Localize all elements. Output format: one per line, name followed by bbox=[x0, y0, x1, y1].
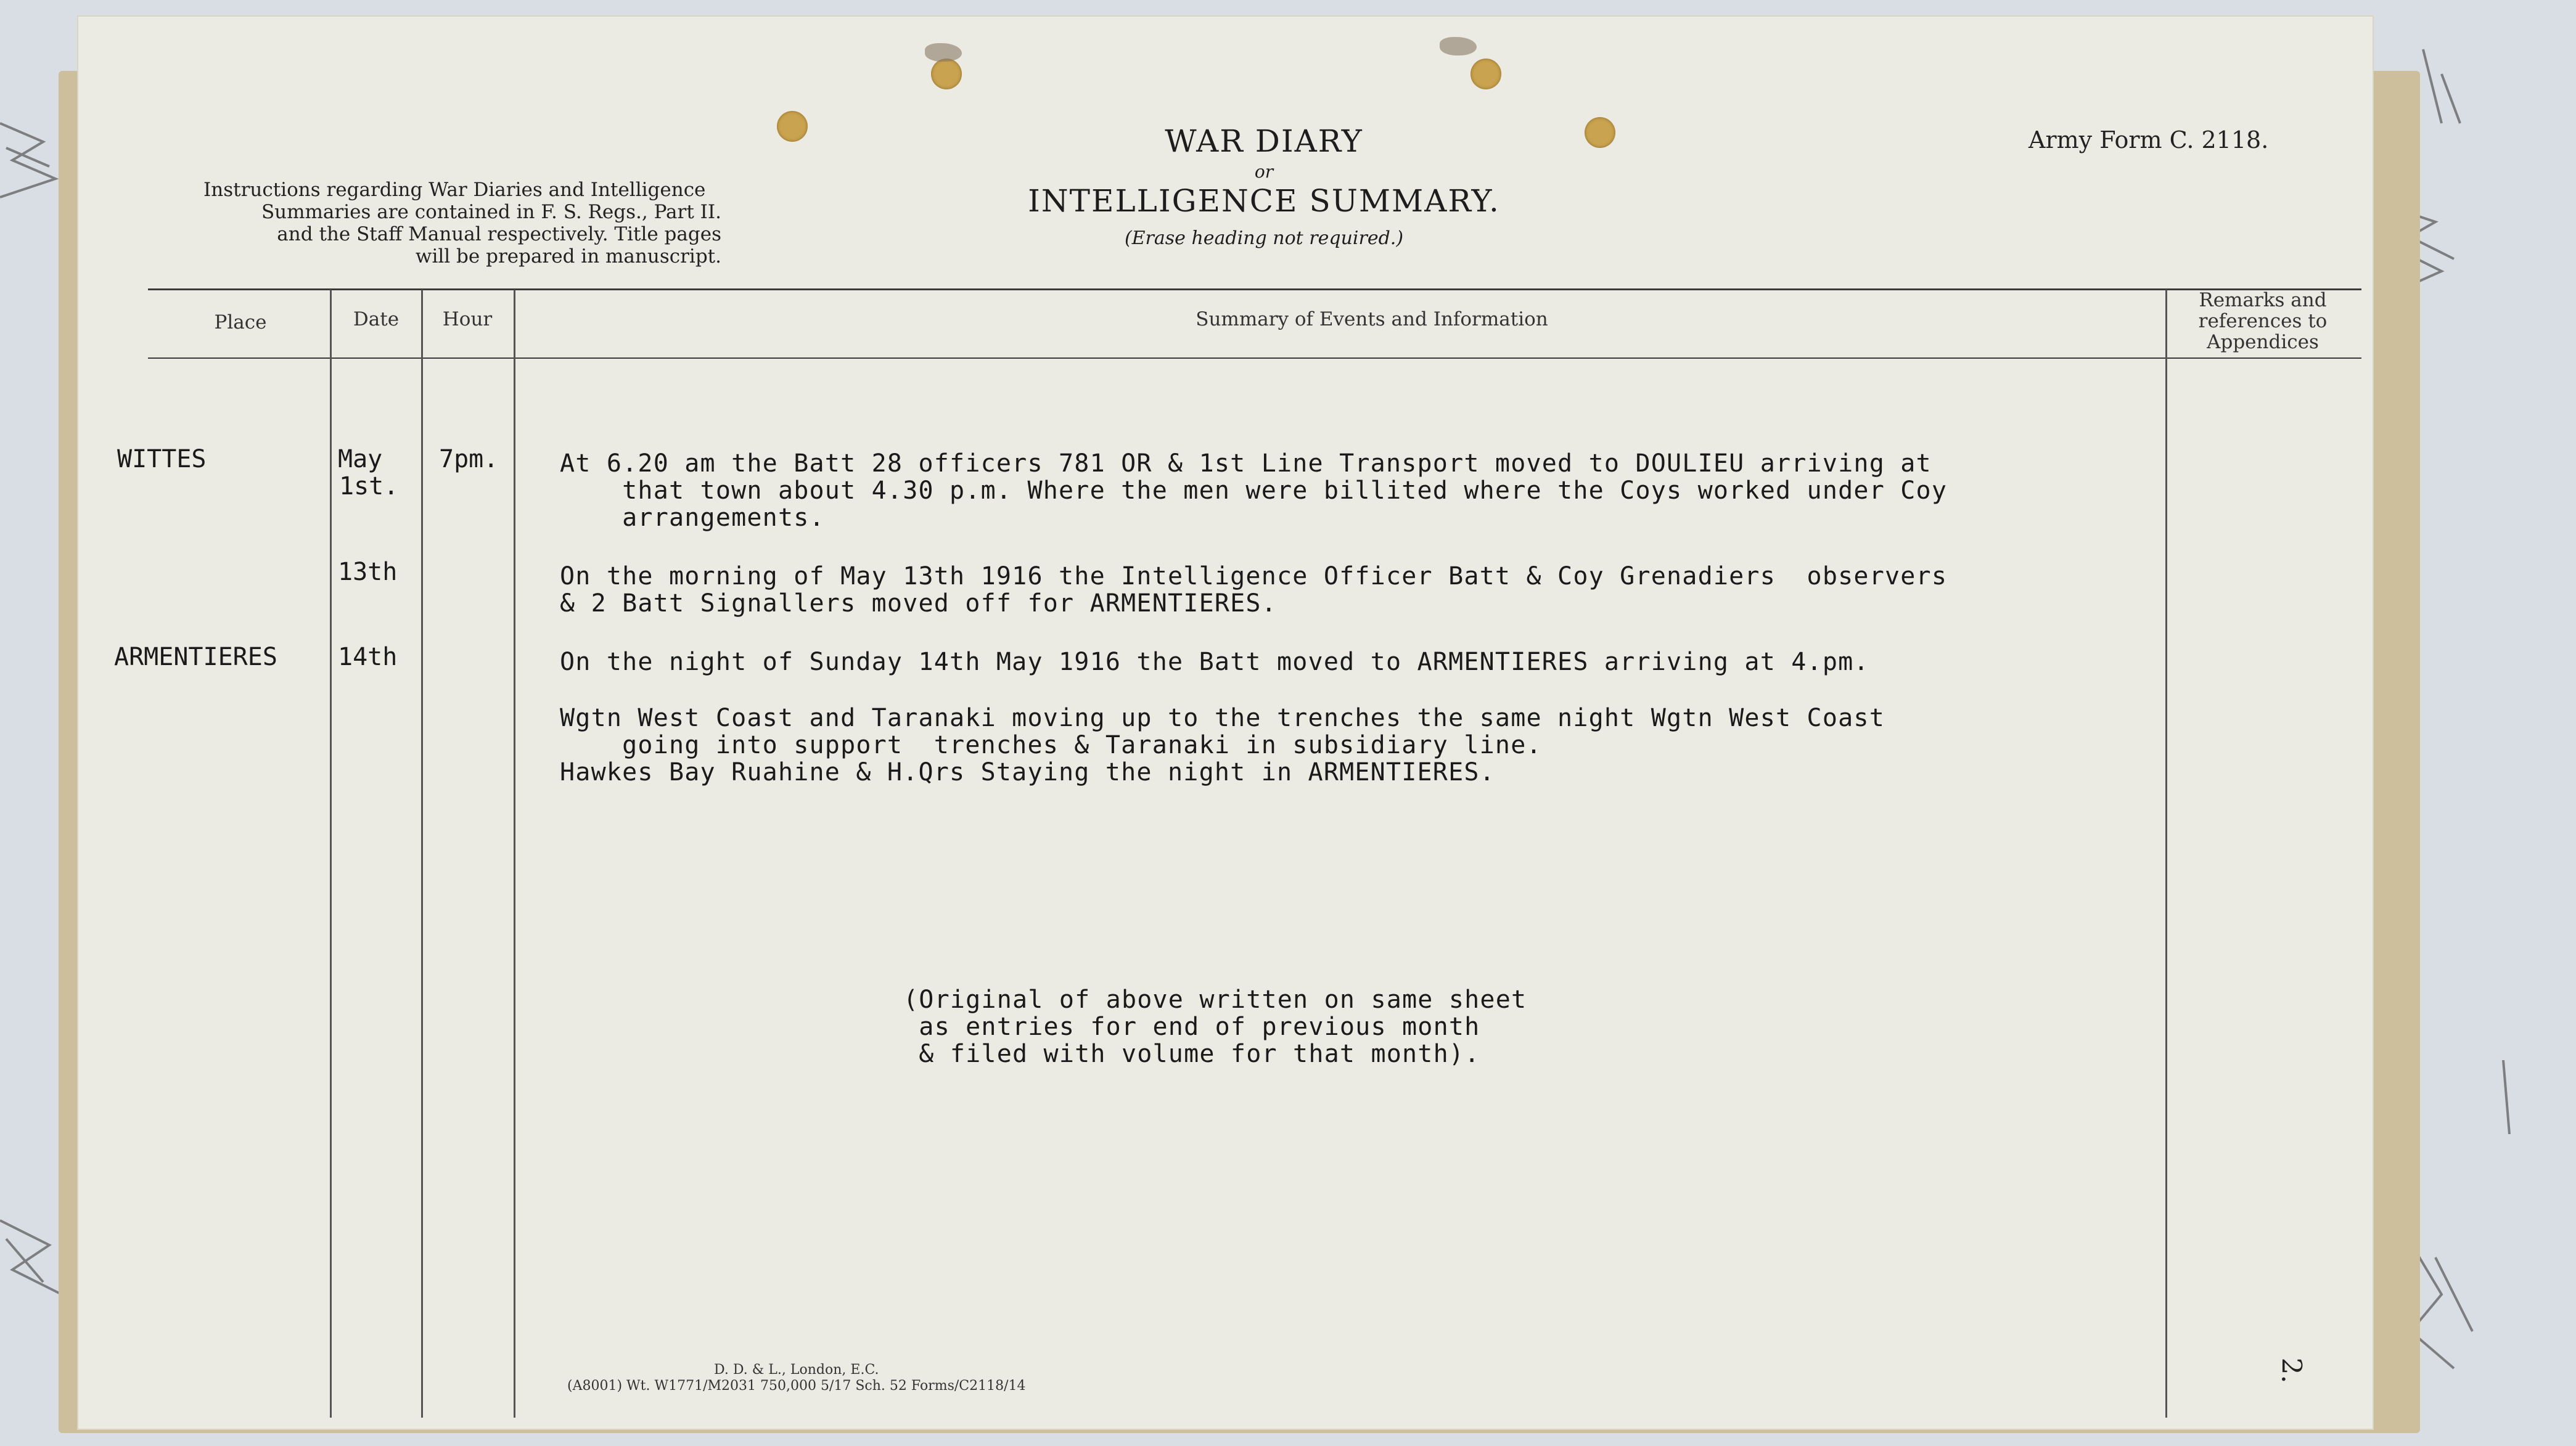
table-top-rule bbox=[148, 288, 2361, 290]
printer-name: D. D. & L., London, E.C. bbox=[714, 1362, 879, 1378]
closing-note-line: & filed with volume for that month). bbox=[903, 1040, 1480, 1068]
form-code: (A8001) Wt. W1771/M2031 750,000 5/17 Sch. 52 Forms/C2118/14 bbox=[567, 1378, 1026, 1394]
instructions-line: will be prepared in manuscript. bbox=[415, 245, 721, 268]
title-or: or bbox=[1254, 161, 1274, 182]
title-intelligence-summary: INTELLIGENCE SUMMARY. bbox=[1028, 183, 1500, 219]
header-bottom-rule bbox=[148, 357, 2361, 359]
entry-date: 1st. bbox=[339, 472, 399, 500]
remarks-header-line: references to bbox=[2198, 310, 2328, 332]
entry-place: ARMENTIERES bbox=[114, 643, 277, 671]
entry-hour: 7pm. bbox=[439, 445, 499, 473]
punch-hole bbox=[1585, 117, 1615, 148]
torn-mark bbox=[1440, 37, 1477, 55]
entry-text-line: Wgtn West Coast and Taranaki moving up to the trenches the same night Wgtn West Coast bbox=[560, 704, 1885, 732]
column-header-summary: Summary of Events and Information bbox=[1196, 308, 1548, 330]
column-header-remarks bbox=[2170, 290, 2355, 353]
instructions-line: Summaries are contained in F. S. Regs., Part II. bbox=[261, 201, 721, 223]
entry-date: 14th bbox=[338, 643, 398, 671]
instructions-note bbox=[203, 179, 721, 268]
remarks-header-line: Appendices bbox=[2207, 331, 2319, 353]
column-header-hour: Hour bbox=[442, 308, 493, 330]
closing-note-line: as entries for end of previous month bbox=[903, 1013, 1480, 1041]
remarks-header-line: Remarks and bbox=[2199, 289, 2327, 311]
printer-imprint bbox=[567, 1362, 1026, 1394]
erase-heading-note: (Erase heading not required.) bbox=[1124, 227, 1404, 249]
col-divider bbox=[514, 290, 515, 1418]
army-form-number: Army Form C. 2118. bbox=[2028, 126, 2269, 153]
entry-text-line: On the morning of May 13th 1916 the Intelligence Officer Batt & Coy Grenadiers observers bbox=[560, 562, 1948, 590]
col-divider bbox=[330, 290, 332, 1418]
instructions-line: and the Staff Manual respectively. Title pages bbox=[277, 223, 721, 245]
punch-hole bbox=[777, 111, 808, 142]
entry-text-line: At 6.20 am the Batt 28 officers 781 OR & 1st Line Transport moved to DOULIEU arriving at bbox=[560, 449, 1932, 478]
instructions-line: Instructions regarding War Diaries and Intelligence bbox=[203, 179, 706, 201]
column-header-date: Date bbox=[353, 308, 400, 330]
column-header-place: Place bbox=[214, 311, 267, 333]
title-war-diary: WAR DIARY bbox=[1165, 123, 1363, 159]
page-number: 2. bbox=[2275, 1357, 2307, 1384]
entry-text-line: that town about 4.30 p.m. Where the men were billited where the Coys worked under Coy bbox=[560, 476, 1948, 505]
form-title bbox=[956, 123, 1572, 249]
entry-place: WITTES bbox=[117, 445, 207, 473]
col-divider bbox=[2165, 290, 2167, 1418]
entry-text-line: arrangements. bbox=[560, 504, 825, 532]
entry-text-line: & 2 Batt Signallers moved off for ARMENTIERES. bbox=[560, 589, 1277, 618]
entry-text-line: Hawkes Bay Ruahine & H.Qrs Staying the night in ARMENTIERES. bbox=[560, 758, 1495, 786]
punch-hole bbox=[1471, 59, 1501, 89]
entry-text-line: going into support trenches & Taranaki in subsidiary line. bbox=[560, 731, 1542, 759]
entry-date: May bbox=[338, 445, 383, 473]
torn-mark bbox=[925, 43, 962, 62]
closing-note-line: (Original of above written on same sheet bbox=[903, 986, 1527, 1014]
col-divider bbox=[421, 290, 423, 1418]
entry-text-line: On the night of Sunday 14th May 1916 the Batt moved to ARMENTIERES arriving at 4.pm. bbox=[560, 648, 1869, 676]
entry-date: 13th bbox=[338, 558, 398, 586]
punch-hole bbox=[931, 59, 962, 89]
